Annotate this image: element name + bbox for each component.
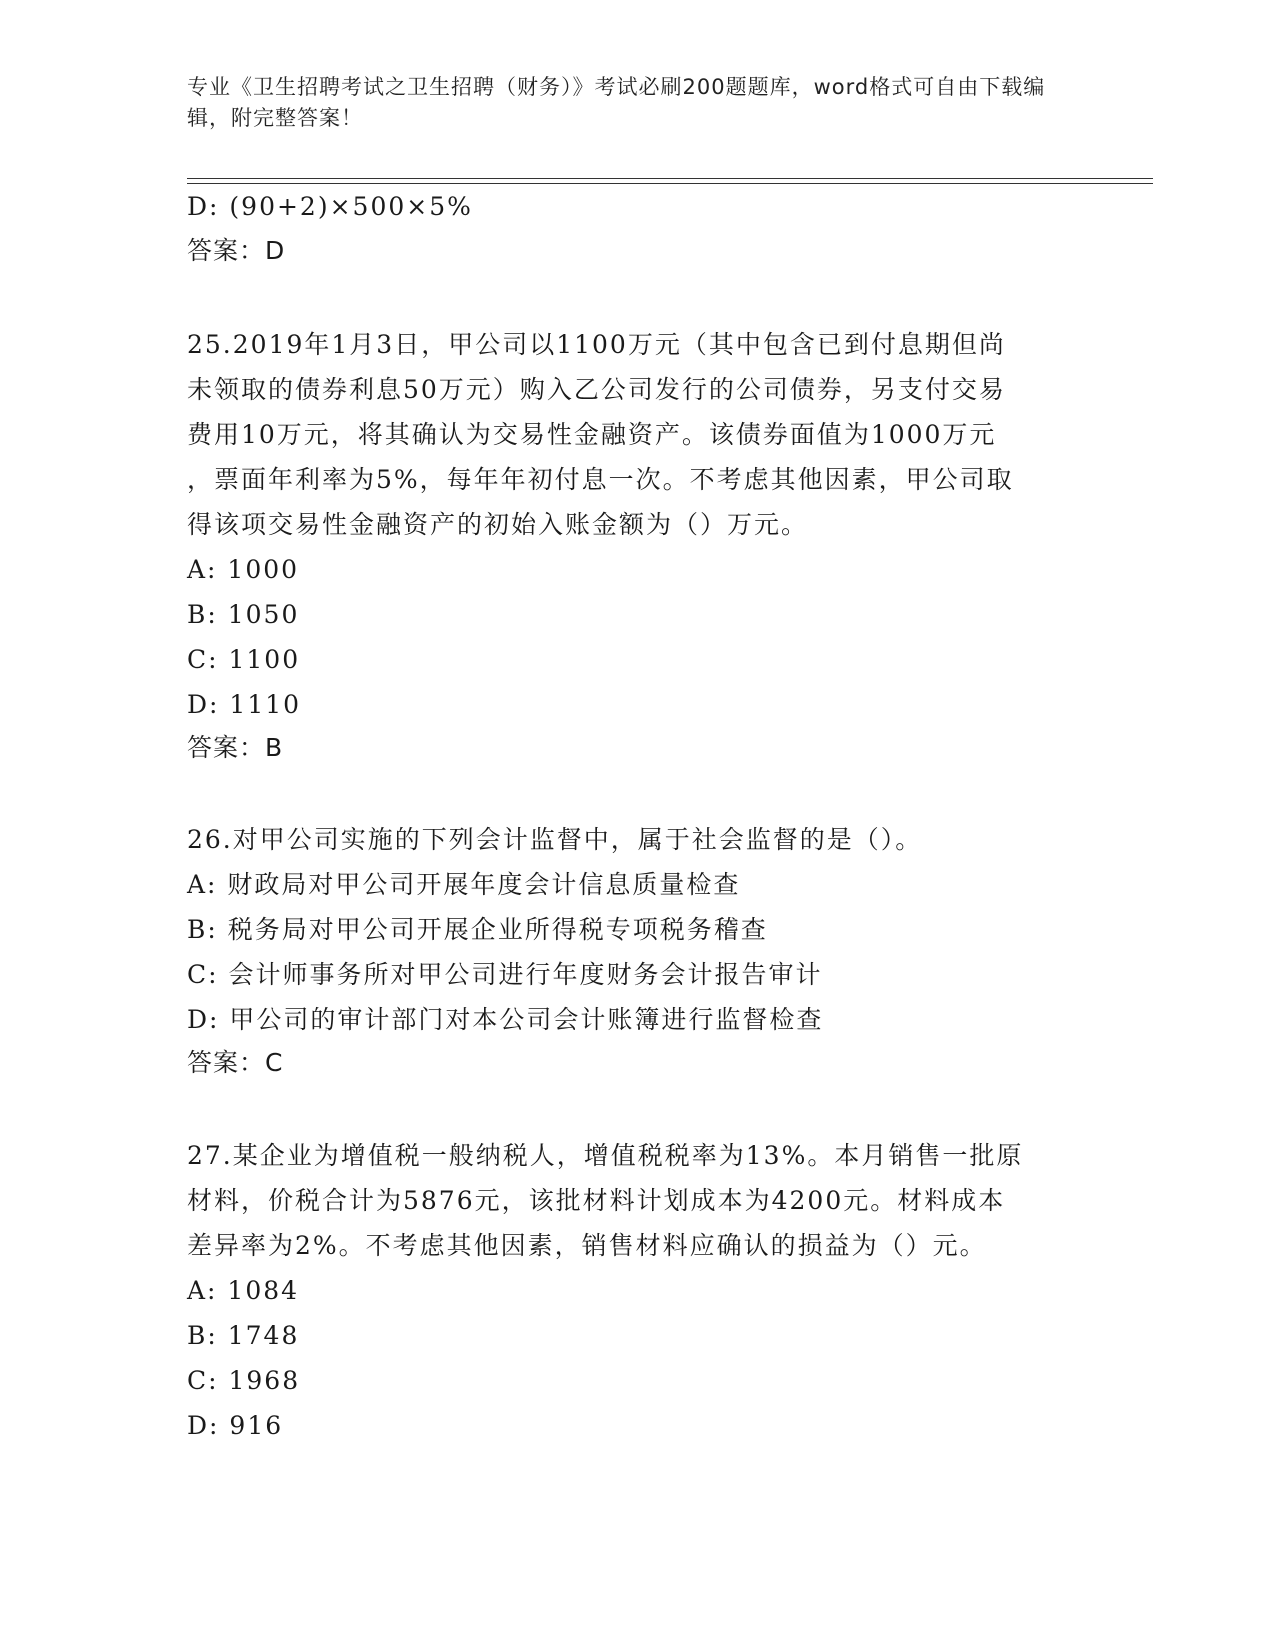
q27-stem-line-1: 27.某企业为增值税一般纳税人，增值税税率为13%。本月销售一批原 [187,1141,1024,1170]
q26-option-c: C: 会计师事务所对甲公司进行年度财务会计报告审计 [187,960,823,989]
q27-stem-line-3: 差异率为2%。不考虑其他因素，销售材料应确认的损益为（）元。 [187,1231,987,1260]
prev-answer: 答案：D [187,236,286,265]
q25-option-a: A: 1000 [187,555,300,584]
q25-stem-line-3: 费用10万元，将其确认为交易性金融资产。该债券面值为1000万元 [187,420,997,449]
q25-option-d: D: 1110 [187,690,302,719]
q26-stem: 26.对甲公司实施的下列会计监督中，属于社会监督的是（）。 [187,825,923,854]
q26-option-d: D: 甲公司的审计部门对本公司会计账簿进行监督检查 [187,1005,824,1034]
header-divider-top [187,178,1153,179]
q27-option-b: B: 1748 [187,1321,300,1350]
q25-stem-line-1: 25.2019年1月3日，甲公司以1100万元（其中包含已到付息期但尚 [187,330,1006,359]
q27-option-c: C: 1968 [187,1366,301,1395]
q27-stem-line-2: 材料，价税合计为5876元，该批材料计划成本为4200元。材料成本 [187,1186,1006,1215]
q25-option-c: C: 1100 [187,645,301,674]
q26-option-b: B: 税务局对甲公司开展企业所得税专项税务稽查 [187,915,768,944]
q25-stem-line-5: 得该项交易性金融资产的初始入账金额为（）万元。 [187,510,809,539]
q25-stem-line-4: ，票面年利率为5%，每年年初付息一次。不考虑其他因素，甲公司取 [187,465,1014,494]
prev-option-d: D: (90+2)×500×5% [187,192,473,221]
q27-option-a: A: 1084 [187,1276,300,1305]
q25-option-b: B: 1050 [187,600,300,629]
q25-stem-line-2: 未领取的债券利息50万元）购入乙公司发行的公司债券，另支付交易 [187,375,1006,404]
q26-option-a: A: 财政局对甲公司开展年度会计信息质量检查 [187,870,741,899]
q25-answer: 答案：B [187,733,284,762]
q26-answer: 答案：C [187,1048,284,1077]
q27-option-d: D: 916 [187,1411,284,1440]
page-header: 专业《卫生招聘考试之卫生招聘（财务）》考试必刷200题题库，word格式可自由下载编辑，附完整答案！ [187,75,1046,130]
